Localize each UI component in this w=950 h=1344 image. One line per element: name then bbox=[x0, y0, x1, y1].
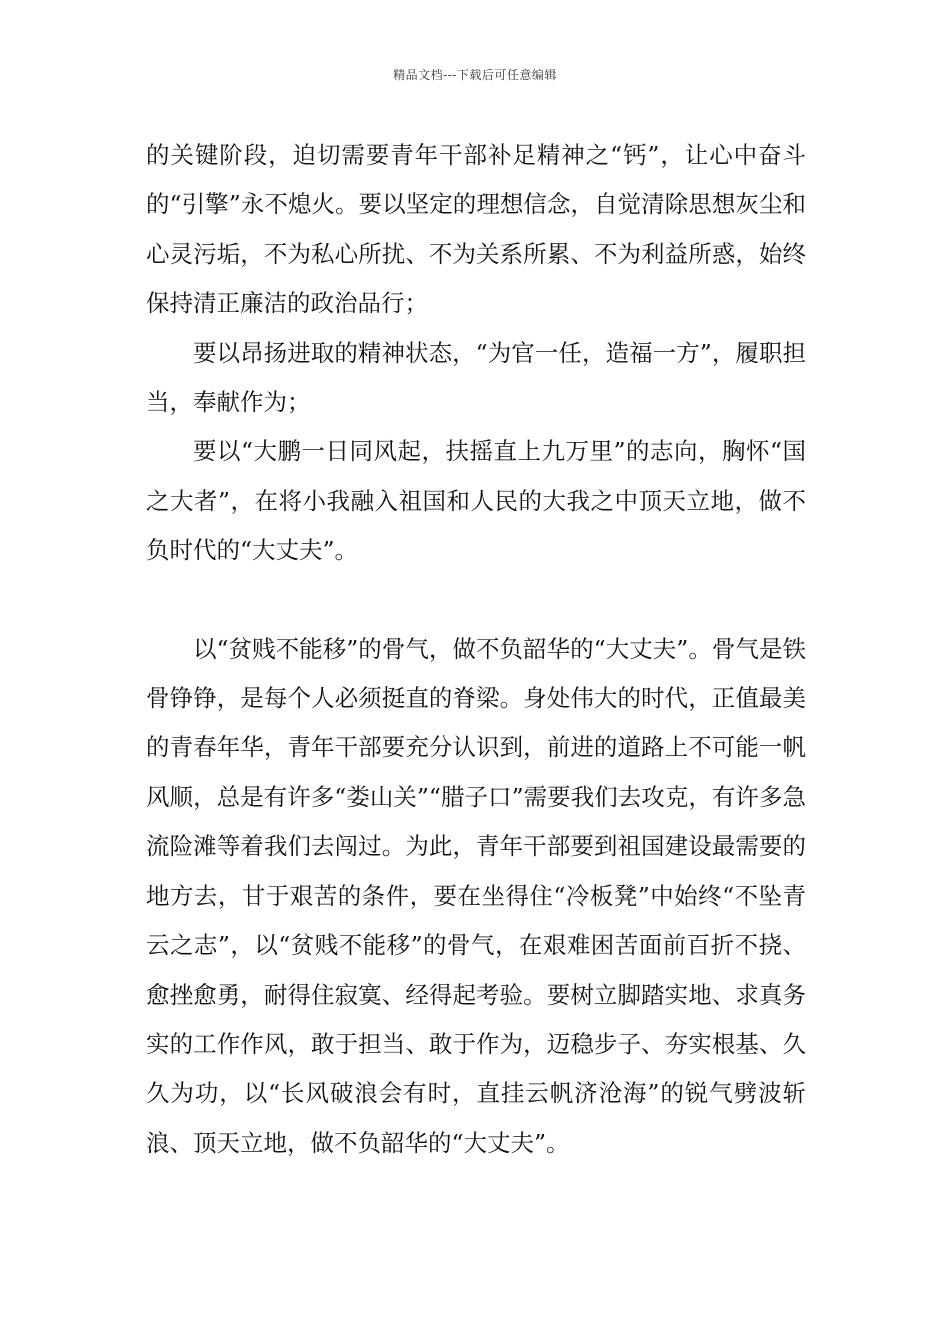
document-body bbox=[146, 131, 806, 1168]
paragraph-spirit: 要以昂扬进取的精神状态，“为官一任，造福一方”，履职担当，奉献作为； bbox=[146, 338, 806, 417]
paragraph-gap bbox=[146, 576, 806, 625]
paragraph-backbone: 以“贫贱不能移”的骨气，做不负韶华的“大丈夫”。骨气是铁骨铮铮，是每个人必须挺直的脊梁。身处伟大的时代，正值最美的青春年华，青年干部要充分认识到，前进的道路上不可能一帆风顺，总是有许多“娄山关”“腊子口”需要我们去攻克，有许多急流险滩等着我们去闯过。为此，青年干部要到祖国建设最需要的地方去，甘于艰苦的条件，要在坐得住“冷板凳”中始终“不坠青云之志”，以“贫贱不能移”的骨气，在艰难困苦面前百折不挠、愈挫愈勇，耐得住寂寞、经得起考验。要树立脚踏实地、求真务实的工作作风，敢于担当、敢于作为，迈稳步子、夯实根基、久久为功，以“长风破浪会有时，直挂云帆济沧海”的锐气劈波斩浪、顶天立地，做不负韶华的“大丈夫”。 bbox=[146, 634, 806, 1157]
paragraph-aspiration: 要以“大鹏一日同风起，扶摇直上九万里”的志向，胸怀“国之大者”，在将小我融入祖国和人民的大我之中顶天立地，做不负时代的“大丈夫”。 bbox=[146, 437, 806, 565]
page-header: 精品文档---下载后可任意编辑 bbox=[393, 68, 557, 82]
paragraph-continued: 的关键阶段，迫切需要青年干部补足精神之“钙”，让心中奋斗的“引擎”永不熄火。要以坚定的理想信念，自觉清除思想灰尘和心灵污垢，不为私心所扰、不为关系所累、不为利益所惑，始终保持清正廉洁的政治品行； bbox=[146, 141, 806, 318]
